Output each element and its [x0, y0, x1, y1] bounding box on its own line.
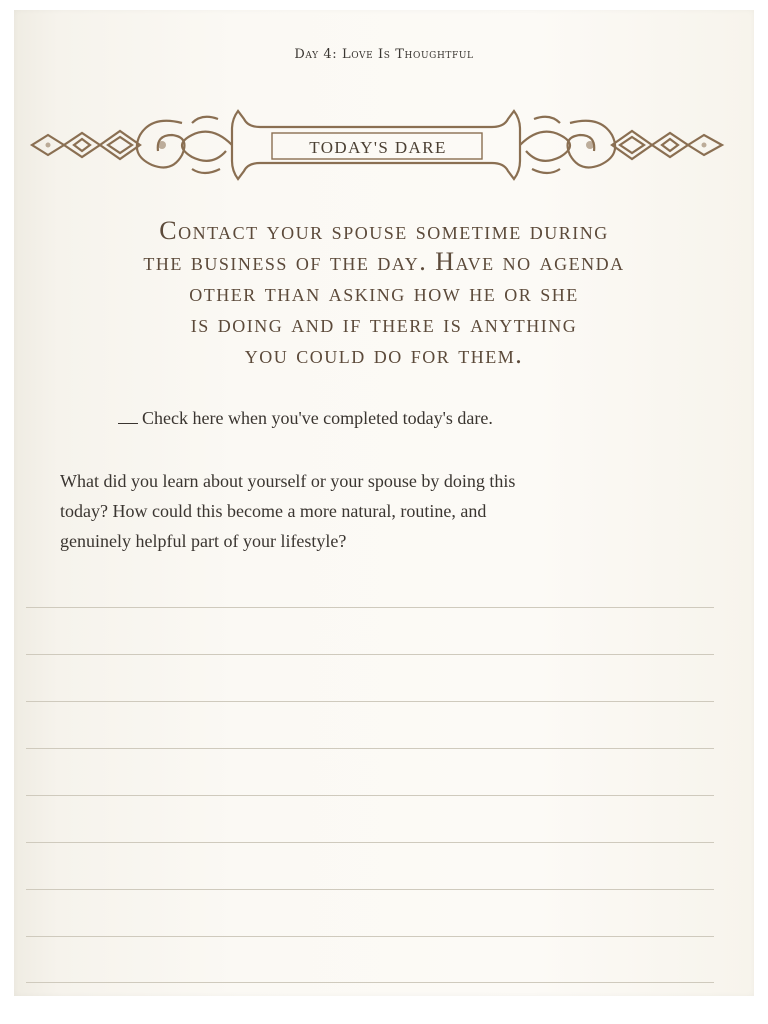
writing-line[interactable] [26, 889, 714, 890]
writing-line[interactable] [26, 748, 714, 749]
dare-line: the business of the day. Have no agenda [143, 247, 625, 276]
completion-check [118, 408, 493, 429]
question-line: genuinely helpful part of your lifestyle? [60, 531, 347, 551]
dare-text [14, 215, 754, 370]
check-blank[interactable] [118, 408, 138, 424]
check-label: Check here when you've completed today's dare. [142, 408, 493, 428]
todays-dare-banner [22, 105, 734, 195]
writing-line[interactable] [26, 607, 714, 608]
question-line: today? How could this become a more natural, routine, and [60, 501, 487, 521]
journal-page [14, 10, 754, 996]
writing-line[interactable] [26, 842, 714, 843]
dare-line: you could do for them. [244, 340, 524, 369]
dare-line: other than asking how he or she [189, 278, 579, 307]
writing-line[interactable] [26, 936, 714, 937]
writing-line[interactable] [26, 982, 714, 983]
dare-line: Contact your spouse sometime during [159, 216, 609, 245]
writing-line[interactable] [26, 795, 714, 796]
reflection-question [60, 466, 700, 556]
writing-line[interactable] [26, 654, 714, 655]
dare-line: is doing and if there is anything [190, 309, 578, 338]
banner-title: TODAY'S DARE [309, 138, 447, 157]
running-head: Day 4: Love Is Thoughtful [294, 47, 474, 62]
question-line: What did you learn about yourself or your spouse by doing this [60, 471, 516, 491]
writing-line[interactable] [26, 701, 714, 702]
